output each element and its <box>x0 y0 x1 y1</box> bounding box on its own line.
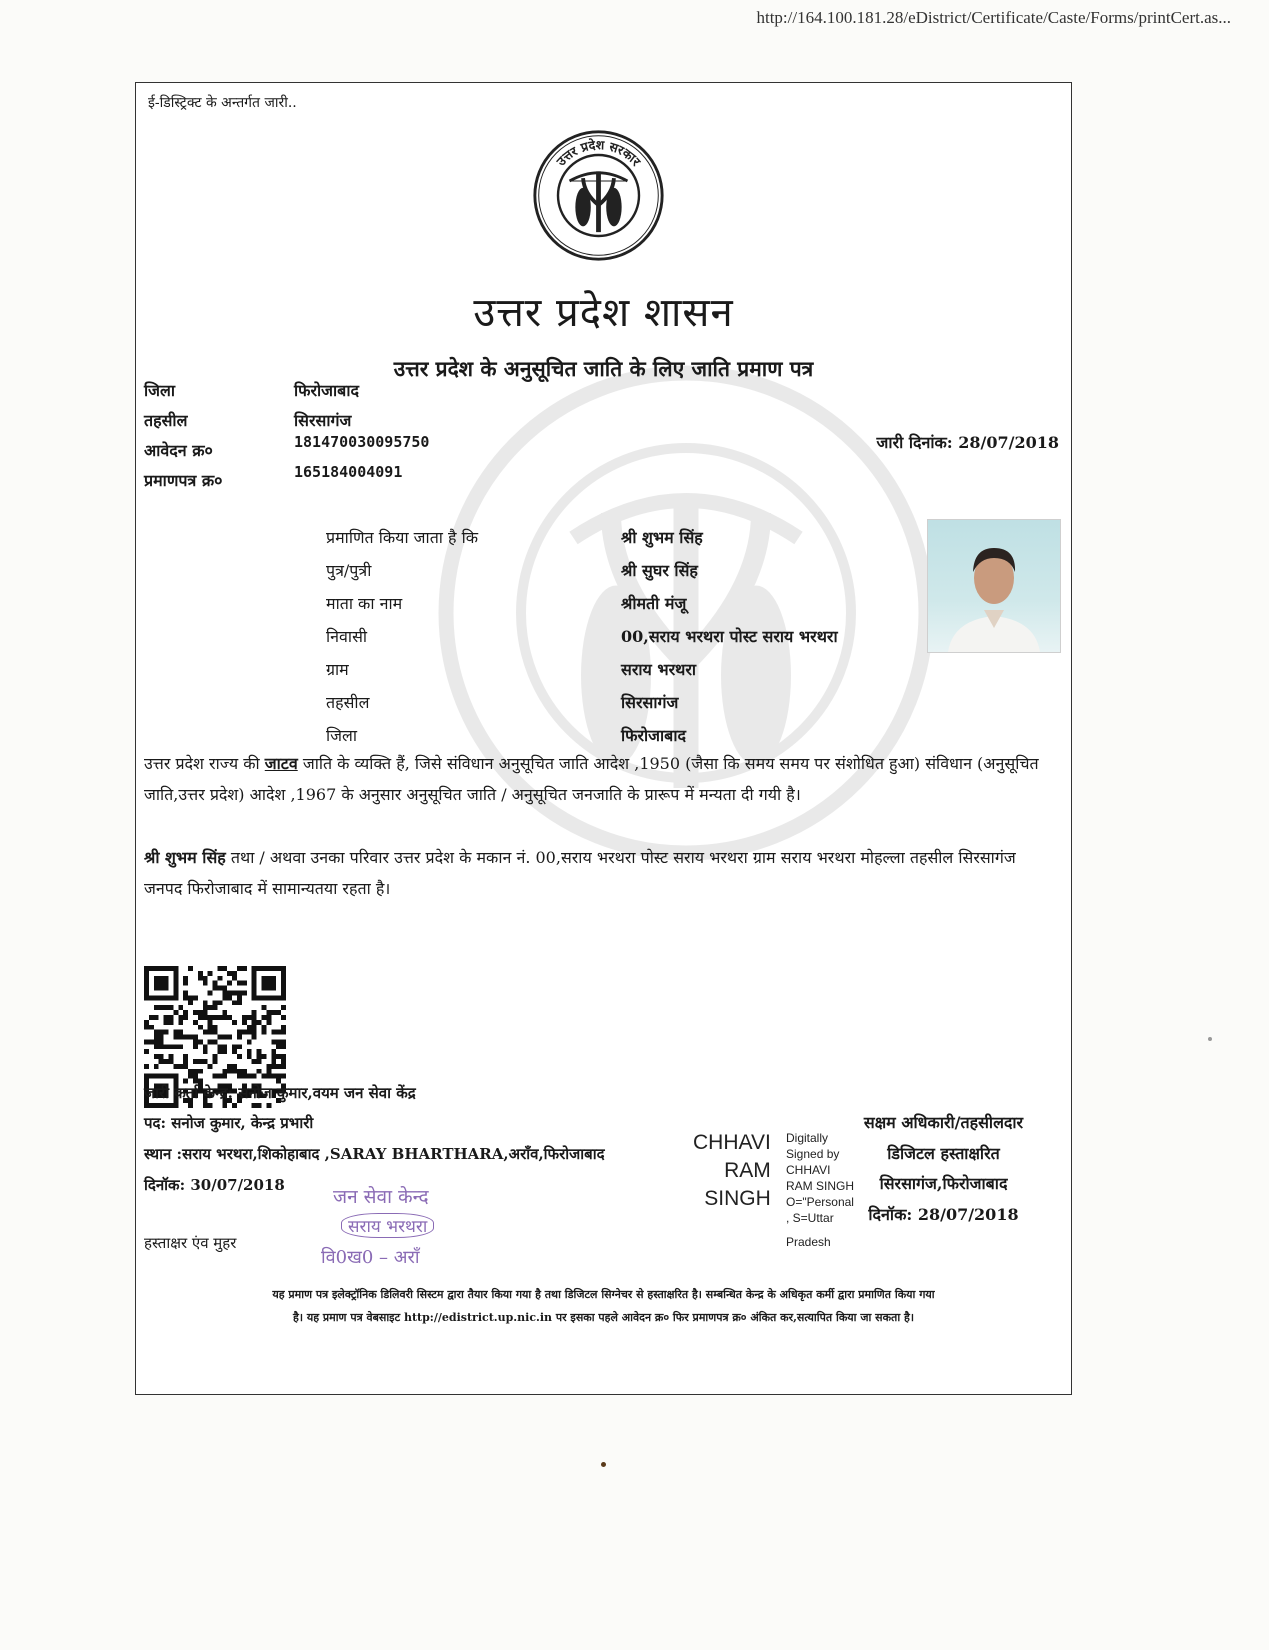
scan-speck <box>1208 1037 1212 1041</box>
issued-under-text: ई-डिस्ट्रिक्ट के अन्तर्गत जारी.. <box>148 95 297 111</box>
district-value: फिरोजाबाद <box>294 381 359 400</box>
digital-signature-name: CHHAVI RAM SINGH <box>693 1131 771 1210</box>
field-value-village: सराय भरथरा <box>621 660 697 679</box>
authority-digital: डिजिटल हस्ताक्षरित <box>887 1144 1000 1163</box>
tehsil-value: सिरसागंज <box>294 411 352 430</box>
svg-text:उत्तर प्रदेश सरकार: उत्तर प्रदेश सरकार <box>553 137 644 169</box>
applicant-photo <box>927 519 1061 653</box>
field-value-name: श्री शुभम सिंह <box>621 528 703 547</box>
issuing-centre: जारी कर्ता केन्द्र: सनोज कुमार,वयम जन सेवा केंद्र <box>144 1084 416 1102</box>
residence-person-name: श्री शुभम सिंह <box>144 848 226 867</box>
footnote <box>136 1283 1071 1329</box>
field-label-mother: माता का नाम <box>326 594 403 613</box>
government-title: उत्तर प्रदेश शासन <box>473 290 734 336</box>
caste-paragraph-suffix: जाति के व्यक्ति हैं, जिसे संविधान अनुसूचित जाति आदेश ,1950 (जैसा कि समय समय पर संशोधित हुआ) संविधान (अनुसूचित जाति,उत्तर प्रदेश) आदेश ,1967 के अनुसार अनुसूचित जाति / अनुसूचित जनजाति के प्रारूप में मन्यता दी गयी है। <box>144 754 1039 804</box>
up-government-emblem-icon <box>531 128 666 263</box>
field-label-village: ग्राम <box>326 660 349 679</box>
field-value-district: फिरोजाबाद <box>621 726 686 745</box>
field-label-district: जिला <box>326 726 358 745</box>
field-value-tehsil: सिरसागंज <box>621 693 679 712</box>
signature-label: हस्ताक्षर एंव मुहर <box>144 1234 237 1252</box>
district-label: जिला <box>144 381 176 400</box>
application-no-value: 181470030095750 <box>294 433 430 451</box>
stamp-line-3: वि0ख0 – अराँ <box>321 1247 420 1268</box>
seal-stamp <box>321 1183 486 1278</box>
authority-date: दिनॉक: 28/07/2018 <box>868 1205 1019 1224</box>
stamp-line-1: जन सेवा केन्द <box>333 1186 429 1208</box>
certificate-title: उत्तर प्रदेश के अनुसूचित जाति के लिए जाति प्रमाण पत्र <box>393 356 814 381</box>
certificate-no-value: 165184004091 <box>294 463 403 481</box>
footnote-line-2: है। यह प्रमाण पत्र वेबसाइट http://edistrict.up.nic.in पर इसका पहले आवेदन क्र० फिर प्रमाणपत्र क्र० अंकित कर,सत्यापित किया जा सकता है। <box>292 1311 915 1324</box>
field-value-mother: श्रीमती मंजू <box>621 594 687 613</box>
authority-title: सक्षम अधिकारी/तहसीलदार <box>863 1113 1024 1132</box>
certificate <box>135 82 1072 1395</box>
field-value-resident: 00,सराय भरथरा पोस्ट सराय भरथरा <box>621 627 838 646</box>
residence-paragraph <box>144 842 1059 904</box>
digital-signature-details: Digitally Signed by CHHAVI RAM SINGH O="Personal , S=Uttar Pradesh <box>786 1131 855 1249</box>
issuer-place: स्थान :सराय भरथरा,शिकोहाबाद ,SARAY BHARTHARA,अराँव,फिरोजाबाद <box>144 1145 605 1163</box>
issuer-date: दिनॉक: 30/07/2018 <box>144 1176 285 1194</box>
tehsil-label: तहसील <box>144 411 188 430</box>
scan-speck <box>601 1462 606 1467</box>
issuer-post: पद: सनोज कुमार, केन्द्र प्रभारी <box>144 1114 314 1132</box>
caste-paragraph-prefix: उत्तर प्रदेश राज्य की <box>144 754 265 773</box>
residence-text: तथा / अथवा उनका परिवार उत्तर प्रदेश के मकान नं. 00,सराय भरथरा पोस्ट सराय भरथरा ग्राम सराय भरथरा मोहल्ला तहसील सिरसागंज जनपद फिरोजाबाद में सामान्यतया रहता है। <box>144 848 1016 898</box>
authority-place: सिरसागंज,फिरोजाबाद <box>879 1174 1008 1193</box>
url-text: http://164.100.181.28/eDistrict/Certificate/Caste/Forms/printCert.as... <box>756 8 1231 27</box>
field-label-son-daughter: पुत्र/पुत्री <box>326 561 372 580</box>
caste-paragraph <box>144 748 1059 810</box>
field-value-father: श्री सुघर सिंह <box>621 561 698 580</box>
application-no-label: आवेदन क्र० <box>144 441 213 460</box>
field-label-certified: प्रमाणित किया जाता है कि <box>326 528 479 547</box>
field-label-resident: निवासी <box>326 627 368 646</box>
footnote-line-1: यह प्रमाण पत्र इलेक्ट्रॉनिक डिलिवरी सिस्टम द्वारा तैयार किया गया है तथा डिजिटल सिग्नेचर से हस्ताक्षरित है। सम्बन्धित केन्द्र के अधिकृत कर्मी द्वारा प्रमाणित किया गया <box>272 1288 935 1301</box>
certificate-no-label: प्रमाणपत्र क्र० <box>144 471 223 490</box>
stamp-line-2: सराय भरथरा <box>341 1213 434 1238</box>
caste-name: जाटव <box>264 754 298 773</box>
field-label-tehsil: तहसील <box>326 693 370 712</box>
issue-date: जारी दिनांक: 28/07/2018 <box>876 433 1059 452</box>
